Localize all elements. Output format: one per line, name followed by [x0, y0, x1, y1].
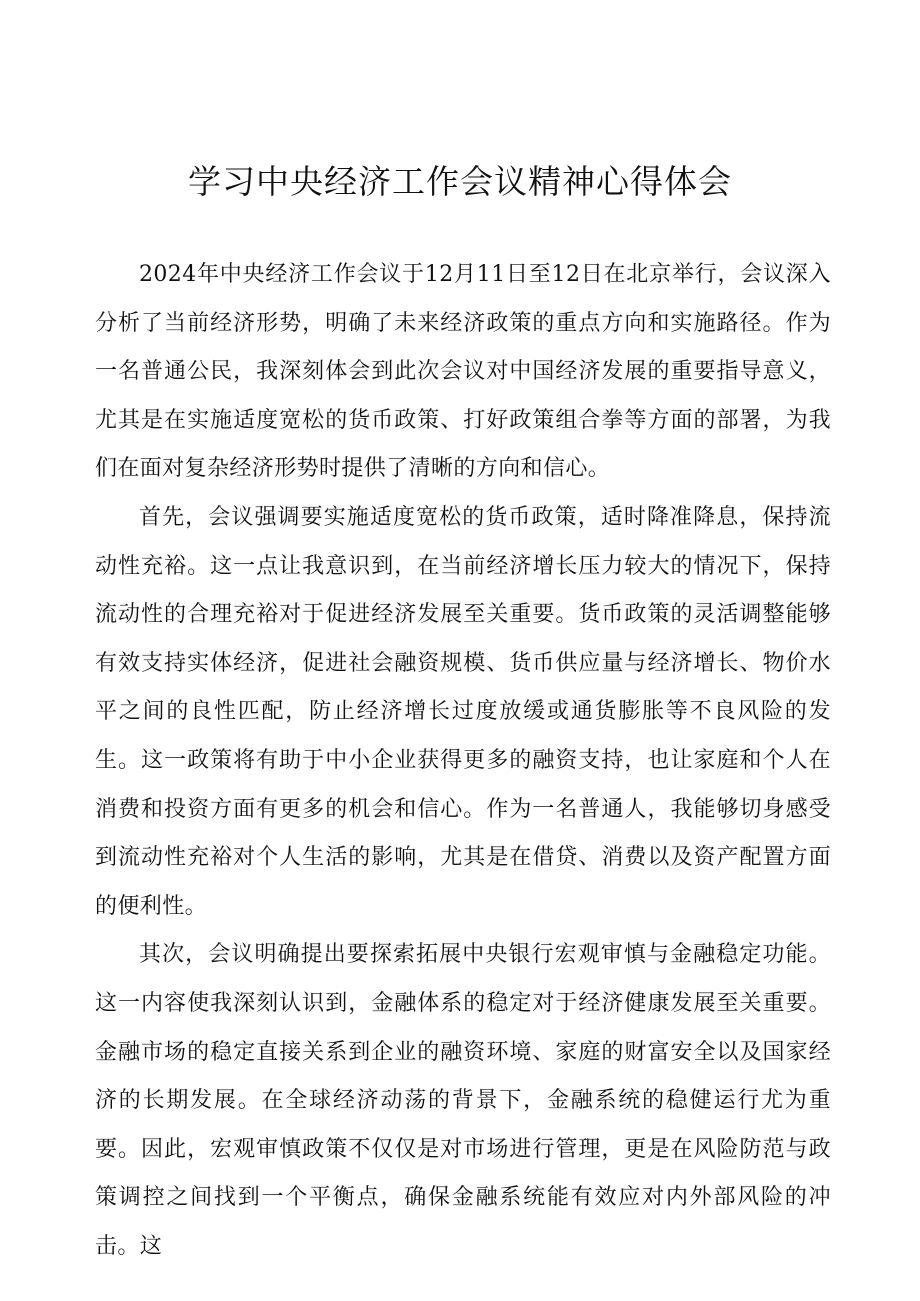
paragraph-first-point: 首先，会议强调要实施适度宽松的货币政策，适时降准降息，保持流动性充裕。这一点让我意识到，在当前经济增长压力较大的情况下，保持流动性的合理充裕对于促进经济发展至关重要。货币政策的灵活调整能够有效支持实体经济，促进社会融资规模、货币供应量与经济增长、物价水平之间的良性匹配，防止经济增长过度放缓或通货膨胀等不良风险的发生。这一政策将有助于中小企业获得更多的融资支持，也让家庭和个人在消费和投资方面有更多的机会和信心。作为一名普通人，我能够切身感受到流动性充裕对个人生活的影响，尤其是在借贷、消费以及资产配置方面的便利性。: [95, 504, 831, 919]
paragraph-intro: 2024年中央经济工作会议于12月11日至12日在北京举行，会议深入分析了当前经济形势，明确了未来经济政策的重点方向和实施路径。作为一名普通公民，我深刻体会到此次会议对中国经济发展的重要指导意义，尤其是在实施适度宽松的货币政策、打好政策组合拳等方面的部署，为我们在面对复杂经济形势时提供了清晰的方向和信心。: [95, 262, 831, 482]
paragraph-second-point: 其次，会议明确提出要探索拓展中央银行宏观审慎与金融稳定功能。这一内容使我深刻认识到，金融体系的稳定对于经济健康发展至关重要。金融市场的稳定直接关系到企业的融资环境、家庭的财富安全以及国家经济的长期发展。在全球经济动荡的背景下，金融系统的稳健运行尤为重要。因此，宏观审慎政策不仅仅是对市场进行管理，更是在风险防范与政策调控之间找到一个平衡点，确保金融系统能有效应对内外部风险的冲击。这: [95, 942, 831, 1259]
document-body: [95, 251, 831, 1271]
document-title: 学习中央经济工作会议精神心得体会: [188, 162, 732, 201]
